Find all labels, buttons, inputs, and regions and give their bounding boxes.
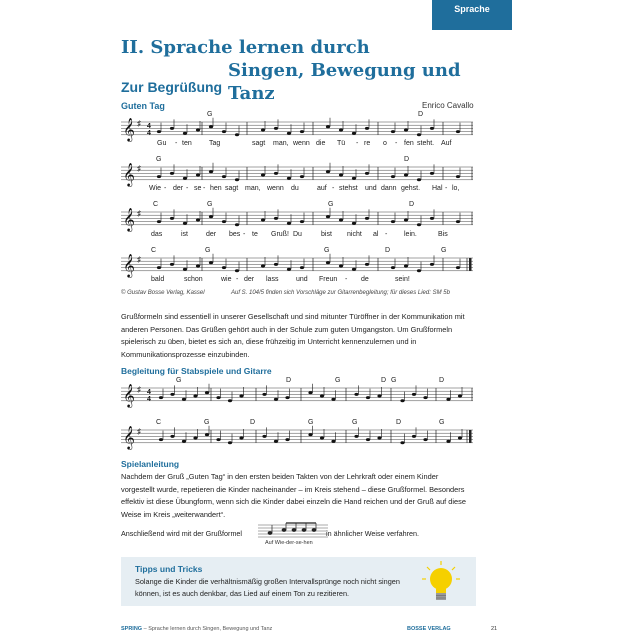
tips-text: Solange die Kinder die verhältnismäßig großen Intervallsprünge noch nicht singen können, ist es auch denkbar, das Lied auf einem Ton zu rezitieren.	[135, 577, 400, 598]
lightbulb-icon	[421, 561, 461, 605]
farewell-before: Anschließend wird mit der Grußformel	[121, 529, 243, 538]
tips-title: Tipps und Tricks	[135, 564, 203, 574]
chord-label: D	[439, 377, 445, 384]
page-number: 21	[491, 626, 498, 632]
footer-text: – Sprache lernen durch Singen, Bewegung und Tanz	[142, 626, 273, 632]
chord-label: G	[207, 111, 213, 118]
page-title-line2: Singen, Bewegung und Tanz	[228, 60, 461, 104]
footer-brand: SPRING	[121, 626, 143, 632]
accompaniment-note: Auf S. 104/5 finden sich Vorschläge zur Gitarrenbegleitung; für dieses Lied: SM 5b	[231, 290, 450, 296]
accompaniment-heading: Begleitung für Stabspiele und Gitarre	[121, 366, 272, 376]
chord-label: G	[324, 247, 330, 254]
page-title-line1: II. Sprache lernen durch	[121, 37, 370, 58]
chord-label: D	[385, 247, 391, 254]
chord-label: D	[418, 111, 424, 118]
chord-label: G	[205, 247, 211, 254]
key-signature-sharp: ♯	[137, 164, 141, 173]
tips-box	[121, 557, 476, 606]
intro-paragraph: Grußformeln sind essentiell in unserer Gesellschaft und sind mitunter Türöffner in der Kommunikation mit anderen Personen. Das Grüßen gehört auch in der Schule zum guten Umgangston. Um Grußformeln spielerisch zu üben, bietet es sich an, diese frühzeitig im Unterricht kennenzulernen und in Kommunikationsprozesse einzubinden.	[121, 312, 465, 359]
chord-label: C	[151, 247, 157, 254]
treble-clef-icon: 𝄞	[123, 162, 135, 186]
time-signature: 4	[147, 389, 151, 396]
chord-label: G	[176, 377, 182, 384]
chord-label: G	[207, 201, 213, 208]
copyright-line	[121, 290, 450, 296]
footer-publisher: BOSSE VERLAG	[407, 626, 451, 632]
page-footer	[121, 626, 501, 632]
farewell-after: in ähnlicher Weise verfahren.	[326, 529, 419, 538]
accompaniment-staff-2	[121, 418, 473, 454]
time-signature: 4	[147, 130, 151, 137]
chord-label: G	[335, 377, 341, 384]
treble-clef-icon: 𝄞	[123, 425, 135, 449]
chord-label: D	[250, 419, 256, 426]
chord-label: G	[439, 419, 445, 426]
treble-clef-icon: 𝄞	[123, 383, 135, 407]
instructions-paragraph: Nachdem der Gruß „Guten Tag“ in den ersten beiden Takten von der Lehrkraft oder einem Kinder vorgestellt wurde, repetieren die Kinder nacheinander – im Kreis stehend – diese Grußformel. Besonders effektiv ist diese Übungform, wenn sich die Kinder dabei einzeln die Hand reichen und der Gruß auf diese Weise im Kreis „weiterwandert“.	[121, 472, 466, 519]
page: Sprache II. Sprache lernen durch Singen, Bewegung und Tanz Zur Begrüßung Guten Tag Enrico Cavallo 𝄞 ♯ 4 4 G D Gu - ten Tag sagt man, wenn die Tü - re o - fen steht. Auf 𝄞 ♯ G D Wie - der - se - hen sagt man, wenn du auf - stehst und dann gehst. Hal - lo, 𝄞 ♯ C G G D das ist der bes - te Gruß! Du bist nicht al - lein. Bis 𝄞 ♯ C G G D G bald schon wie - der lass und Freun - de sein! © Gustav Bosse Verlag, Kassel Auf S. 104/5 finden sich Vorschläge zur Gitarrenbegleitung; für dieses Lied: SM 5b Grußformeln sind essentiell in unserer Gesellschaft und sind mitunter Türöffner in der Kommunikation mit anderen Personen. Das Grüßen gehört auch in der Schule zum guten Umgangston. Um Grußformeln spielerisch zu üben, bietet es sich an, diese frühzeitig im Unterricht kennenzulernen und in Kommunikationsprozesse einzubinden. Begleitung für Stabspiele und Gitarre 𝄞 ♯ 4 4 G D G D G D 𝄞 ♯ C G D G G D G Spielanleitung Nachdem der Gruß „Guten Tag“ in den ersten beiden Takten von der Lehrkraft oder einem Kinder vorgestellt wurde, repetieren die Kinder nacheinander – im Kreis stehend – diese Grußformel. Besonders effektiv ist diese Übungform, wenn sich die Kinder dabei einzeln die Hand reichen und der Gruß auf diese Weise im Kreis „weiterwandert“. Anschließend wird mit der Grußformel in ähnlicher Weise verfahren. Auf Wie-der-se-hen Tipps und Tricks Solange die Kinder die verhältnismäßig großen Intervallsprünge noch nicht singen können, ist es auch denkbar, das Lied auf einem Ton zu rezitieren. SPRING – Sprache lernen durch Singen, Bewegung und Tanz BOSSE VERLAG 21	[0, 0, 634, 634]
treble-clef-icon: 𝄞	[123, 207, 135, 231]
song-title: Guten Tag	[121, 101, 165, 111]
farewell-lyric: Auf Wie-der-se-hen	[265, 540, 313, 546]
farewell-mini-staff	[258, 521, 328, 541]
key-signature-sharp: ♯	[137, 119, 141, 128]
chord-label: G	[156, 156, 162, 163]
key-signature-sharp: ♯	[137, 385, 141, 394]
chapter-tab-label: Sprache	[454, 4, 490, 14]
chord-label: D	[409, 201, 415, 208]
chord-label: G	[391, 377, 397, 384]
instructions-heading: Spielanleitung	[121, 459, 180, 469]
key-signature-sharp: ♯	[137, 255, 141, 264]
chord-label: G	[308, 419, 314, 426]
copyright-text: © Gustav Bosse Verlag, Kassel	[121, 290, 205, 296]
song-composer: Enrico Cavallo	[422, 101, 474, 110]
chord-label: D	[404, 156, 410, 163]
key-signature-sharp: ♯	[137, 427, 141, 436]
chord-label: D	[396, 419, 402, 426]
chord-label: G	[441, 247, 447, 254]
chord-label: D	[286, 377, 292, 384]
accompaniment-staff-1	[121, 376, 473, 412]
chord-label: G	[352, 419, 358, 426]
treble-clef-icon: 𝄞	[123, 117, 135, 141]
chord-label: C	[153, 201, 159, 208]
section-heading: Zur Begrüßung	[121, 79, 223, 95]
chord-label: G	[328, 201, 334, 208]
chord-label: G	[204, 419, 210, 426]
time-signature: 4	[147, 396, 151, 403]
chapter-tab	[432, 0, 512, 30]
chord-label: C	[156, 419, 162, 426]
treble-clef-icon: 𝄞	[123, 253, 135, 277]
key-signature-sharp: ♯	[137, 209, 141, 218]
chord-label: D	[381, 377, 387, 384]
farewell-line	[121, 529, 419, 538]
time-signature: 4	[147, 123, 151, 130]
